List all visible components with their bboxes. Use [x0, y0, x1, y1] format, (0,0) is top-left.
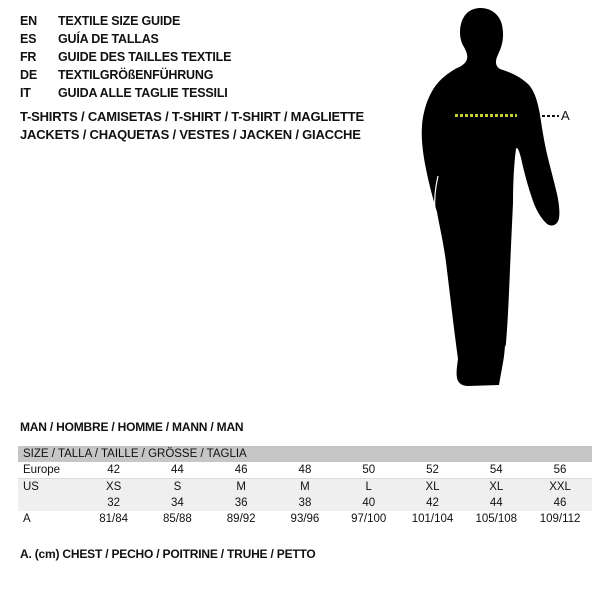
language-guide-list: [20, 12, 231, 102]
lang-label: GUÍA DE TALLAS: [58, 32, 159, 46]
lang-label: TEXTILGRÖßENFÜHRUNG: [58, 68, 214, 82]
size-value-cell: XL: [401, 479, 465, 496]
size-table-header: SIZE / TALLA / TAILLE / GRÖSSE / TAGLIA: [18, 446, 592, 462]
size-value-cell: 46: [528, 495, 592, 511]
size-value-cell: 48: [273, 462, 337, 479]
lang-code: ES: [20, 32, 37, 46]
lang-row-de: [20, 66, 231, 84]
size-value-cell: 97/100: [351, 513, 387, 525]
size-value-cell: M: [273, 479, 337, 496]
lang-row-fr: [20, 48, 231, 66]
row-label: Europe: [18, 462, 82, 479]
size-table-row-a: [18, 511, 592, 527]
category-line-jackets: JACKETS / CHAQUETAS / VESTES / JACKEN / GIACCHE: [20, 127, 361, 142]
lang-code: EN: [20, 14, 37, 28]
lang-label: GUIDA ALLE TAGLIE TESSILI: [58, 86, 228, 100]
lang-row-es: [20, 30, 231, 48]
size-table-header-row: [18, 446, 592, 462]
row-label: US: [18, 479, 82, 496]
measure-connector-dashes: [542, 115, 559, 117]
size-table-row-us: [18, 479, 592, 496]
size-value-cell: 56: [528, 462, 592, 479]
lang-label: TEXTILE SIZE GUIDE: [58, 14, 181, 28]
lang-code: FR: [20, 50, 37, 64]
size-value-cell: 52: [401, 462, 465, 479]
size-value-cell: XXL: [528, 479, 592, 496]
size-value-cell: 40: [337, 495, 401, 511]
size-table-row-unlabeled: [18, 495, 592, 511]
size-value-cell: L: [337, 479, 401, 496]
row-label: A: [23, 513, 31, 525]
size-value-cell: 81/84: [99, 513, 129, 525]
size-value-cell: 54: [464, 462, 528, 479]
size-value-cell: 44: [464, 495, 528, 511]
size-value-cell: 101/104: [411, 513, 454, 525]
row-label: [18, 495, 82, 511]
size-value-cell: 42: [82, 462, 146, 479]
size-value-cell: 38: [273, 495, 337, 511]
size-value-cell: 85/88: [163, 513, 192, 525]
size-value-cell: S: [146, 479, 210, 496]
size-value-cell: 44: [146, 462, 210, 479]
chest-measure-dashed-line: [455, 114, 517, 117]
size-table-row-europe: [18, 462, 592, 479]
measure-label-a: A: [561, 108, 570, 123]
lang-row-it: [20, 84, 231, 102]
size-value-cell: 50: [337, 462, 401, 479]
measurement-footnote: A. (cm) CHEST / PECHO / POITRINE / TRUHE / PETTO: [20, 547, 316, 561]
size-table: [18, 446, 592, 527]
category-heading: [20, 108, 364, 144]
size-value-cell: 46: [209, 462, 273, 479]
man-silhouette-figure: [400, 4, 570, 388]
lang-row-en: [20, 12, 231, 30]
size-value-cell: XS: [82, 479, 146, 496]
size-value-cell: XL: [464, 479, 528, 496]
lang-label: GUIDE DES TAILLES TEXTILE: [58, 50, 232, 64]
size-table-body: [18, 462, 592, 527]
section-title-man: MAN / HOMBRE / HOMME / MANN / MAN: [20, 420, 244, 434]
size-value-cell: 32: [82, 495, 146, 511]
size-value-cell: 42: [401, 495, 465, 511]
size-value-cell: 34: [146, 495, 210, 511]
lang-code: IT: [20, 86, 31, 100]
size-value-cell: 105/108: [475, 513, 518, 525]
size-value-cell: 93/96: [290, 513, 320, 525]
lang-code: DE: [20, 68, 37, 82]
size-value-cell: 36: [209, 495, 273, 511]
size-value-cell: 109/112: [539, 513, 581, 525]
size-value-cell: M: [209, 479, 273, 496]
category-line-tshirts: T-SHIRTS / CAMISETAS / T-SHIRT / T-SHIRT / MAGLIETTE: [20, 109, 364, 124]
size-value-cell: 89/92: [226, 513, 256, 525]
